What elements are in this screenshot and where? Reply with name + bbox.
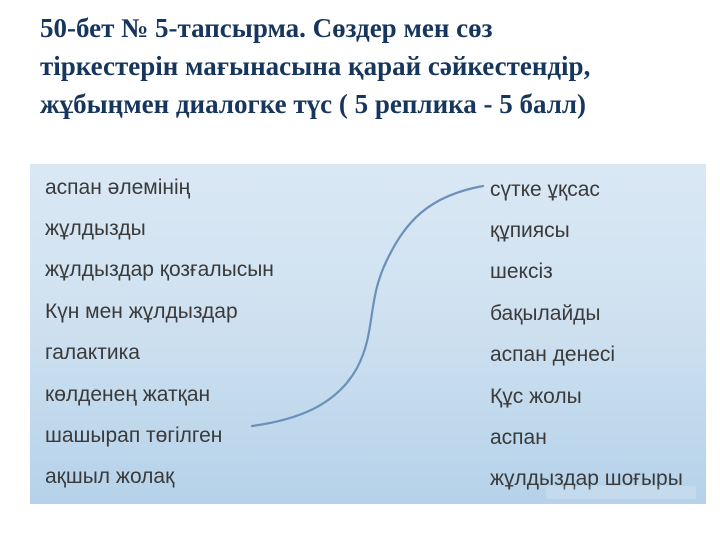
right-word-item: шексіз [490, 260, 553, 284]
left-word-item: ақшыл жолақ [45, 465, 175, 489]
slide-title [40, 9, 700, 123]
matching-exercise-panel [30, 164, 706, 504]
left-word-item: галактика [45, 341, 140, 365]
left-word-item: шашырап төгілген [45, 424, 223, 448]
right-word-item: сүтке ұқсас [490, 177, 600, 201]
left-word-item: көлденең жатқан [45, 382, 211, 406]
left-word-item: жұлдызды [45, 217, 146, 241]
left-word-item: жұлдыздар қозғалысын [45, 258, 274, 282]
title-line-3: жұбыңмен диалогке түс ( 5 реплика - 5 балл) [40, 89, 587, 119]
right-word-item: аспан денесі [490, 343, 616, 367]
right-word-item: құпиясы [490, 219, 570, 243]
left-word-list [45, 167, 274, 498]
title-line-1: 50-бет № 5-тапсырма. Сөздер мен сөз [40, 13, 493, 43]
watermark [546, 486, 696, 499]
right-word-item: жұлдыздар шоғыры [490, 467, 683, 491]
right-word-item: Құс жолы [490, 384, 582, 408]
right-word-list [490, 169, 683, 500]
right-word-item: бақылайды [490, 301, 601, 325]
title-line-2: тіркестерін мағынасына қарай сәйкестендір, [40, 51, 591, 81]
right-word-item: аспан [490, 426, 547, 450]
left-word-item: аспан әлемінің [45, 175, 191, 199]
left-word-item: Күн мен жұлдыздар [45, 299, 238, 323]
